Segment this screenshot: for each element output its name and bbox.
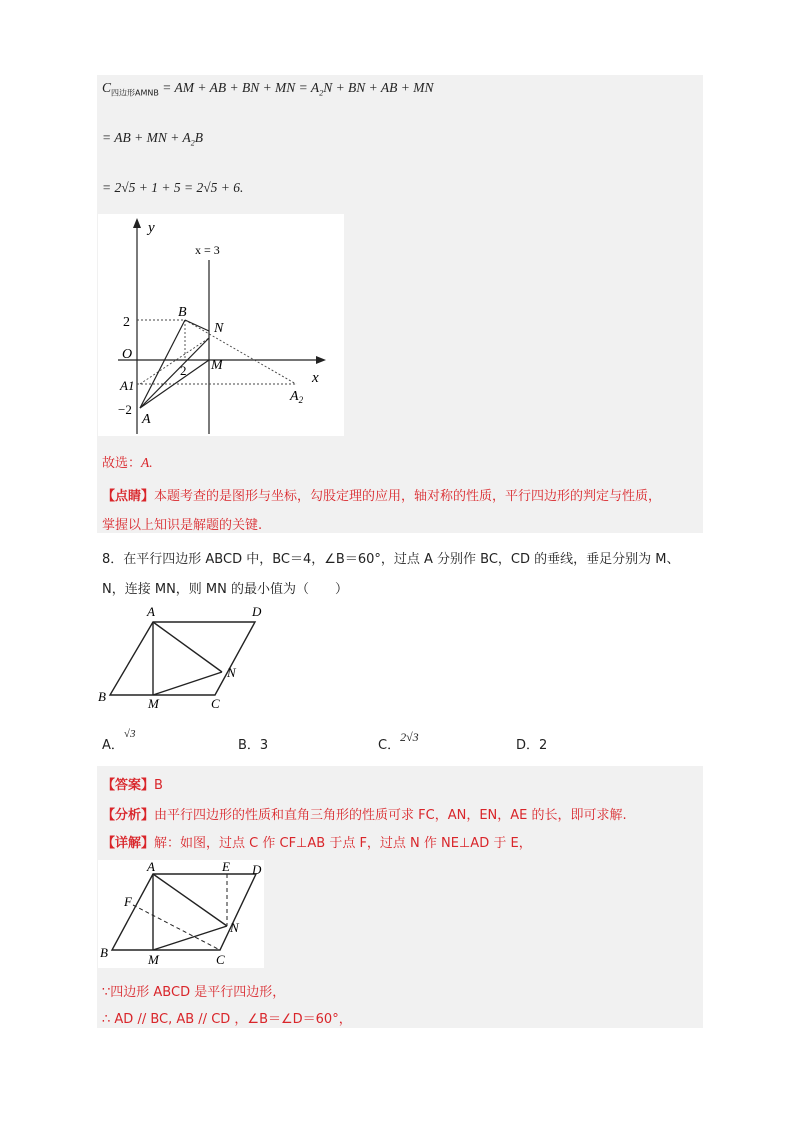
answer-tag: 【答案】	[102, 778, 155, 793]
ans-label-a: A	[147, 860, 155, 874]
option-a-value: √3	[123, 728, 136, 740]
answer-segment-mn	[153, 926, 227, 950]
point-m-label: M	[211, 358, 223, 373]
perimeter-tail: N + BN + AB + MN	[323, 80, 434, 95]
line2-a: = AB + MN + A	[102, 130, 191, 145]
comment-line-2: 掌握以上知识是解题的关键.	[102, 518, 263, 533]
q8-label-b: B	[98, 689, 106, 704]
option-b[interactable]	[238, 734, 268, 753]
parallelogram-abcd	[110, 622, 255, 695]
comment-tag: 【点睛】	[102, 489, 155, 504]
q8-label-m: M	[148, 696, 159, 710]
analysis-tag: 【分析】	[102, 808, 155, 823]
q8-label-a: A	[147, 604, 155, 619]
option-c-label: C．	[378, 738, 401, 753]
detail-line	[102, 832, 532, 851]
analysis-text: 由平行四边形的性质和直角三角形的性质可求 FC，AN，EN，AE 的长，即可求解.	[154, 808, 627, 823]
answer-line	[102, 774, 163, 793]
tick-y2-label: 2	[123, 315, 130, 330]
coordinate-figure	[98, 214, 344, 436]
segment-bn	[185, 320, 209, 331]
comment-line-1	[102, 485, 661, 504]
ans-label-d: D	[252, 862, 262, 877]
point-n-label: N	[214, 321, 224, 336]
option-a-label: A．	[102, 738, 124, 753]
option-b-label: B．	[238, 738, 260, 753]
option-c-value: 2√3	[400, 730, 419, 744]
q8-label-d: D	[252, 604, 262, 619]
answer-segment-an	[153, 874, 227, 926]
perimeter-c: C	[102, 80, 112, 95]
segment-ab	[140, 320, 185, 408]
y-axis-arrow	[133, 218, 141, 228]
ans-label-c: C	[216, 952, 225, 967]
perimeter-line-3: = 2√5 + 1 + 5 = 2√5 + 6.	[102, 180, 244, 195]
x-axis-arrow	[316, 356, 326, 364]
perimeter-subscript: 四边形AMNB	[111, 88, 159, 98]
ans-label-f: F	[124, 894, 132, 909]
ans-label-b: B	[100, 945, 108, 960]
detail-tag: 【详解】	[102, 836, 155, 851]
choose-line	[102, 452, 153, 471]
x-axis-label: x	[312, 370, 319, 386]
point-b-label: B	[178, 305, 187, 320]
ans-label-m: M	[148, 952, 159, 967]
answer-value: B	[154, 778, 163, 793]
option-b-value: 3	[259, 738, 269, 753]
ans-label-n: N	[230, 920, 239, 935]
therefore-line: ∴ AD // BC, AB // CD ，∠B＝∠D＝60°，	[102, 1012, 352, 1027]
line2-b: B	[194, 130, 203, 145]
origin-label: O	[122, 347, 133, 362]
segment-mn-q8	[153, 672, 222, 695]
y-axis-label: y	[148, 220, 155, 236]
choose-value: A.	[141, 455, 153, 470]
line-x3-label: x = 3	[195, 243, 220, 257]
segment-an-q8	[153, 622, 222, 672]
line2-sub: 2	[190, 138, 195, 148]
tick-x2-label: 2	[180, 363, 187, 378]
analysis-line	[102, 804, 627, 823]
point-a1-label: A1	[120, 378, 135, 393]
since-line: ∵四边形 ABCD 是平行四边形，	[102, 985, 286, 1000]
choose-label: 故选：	[102, 456, 142, 471]
q8-label-n: N	[227, 665, 236, 680]
comment-text-1: 本题考查的是图形与坐标，勾股定理的应用，轴对称的性质，平行四边形的判定与性质，	[154, 489, 662, 504]
parallelogram-figure-answer	[98, 860, 264, 968]
answer-figure-box	[98, 860, 264, 968]
ans-label-e: E	[222, 860, 230, 874]
point-a2-label: $A_2$	[290, 389, 304, 405]
perimeter-sub2: 2	[319, 88, 324, 98]
option-d-label: D．	[516, 738, 540, 753]
q8-label-c: C	[211, 696, 220, 710]
option-a[interactable]	[102, 728, 136, 753]
perimeter-expr: = AM + AB + BN + MN = A	[158, 80, 320, 95]
option-c[interactable]	[378, 730, 419, 753]
neg2-label: −2	[118, 402, 132, 417]
perimeter-line-1	[102, 80, 434, 99]
point-a-label: A	[142, 412, 151, 427]
option-d[interactable]	[516, 734, 547, 753]
dotted-b-a2	[185, 320, 296, 384]
question-8-line-1: 8．在平行四边形 ABCD 中，BC＝4，∠B＝60°，过点 A 分别作 BC，CD 的垂线，垂足分别为 M、	[102, 552, 680, 567]
parallelogram-figure-q8	[95, 600, 275, 710]
parallelogram-answer	[112, 874, 256, 950]
dotted-a1-n	[140, 338, 209, 384]
segment-an	[140, 338, 209, 408]
detail-text: 解：如图，过点 C 作 CF⊥AB 于点 F，过点 N 作 NE⊥AD 于 E，	[154, 836, 532, 851]
question-8-line-2: N，连接 MN，则 MN 的最小值为（ ）	[102, 582, 349, 597]
option-d-value: 2	[539, 738, 548, 753]
perimeter-line-2	[102, 130, 203, 148]
coordinate-graph	[98, 214, 344, 436]
